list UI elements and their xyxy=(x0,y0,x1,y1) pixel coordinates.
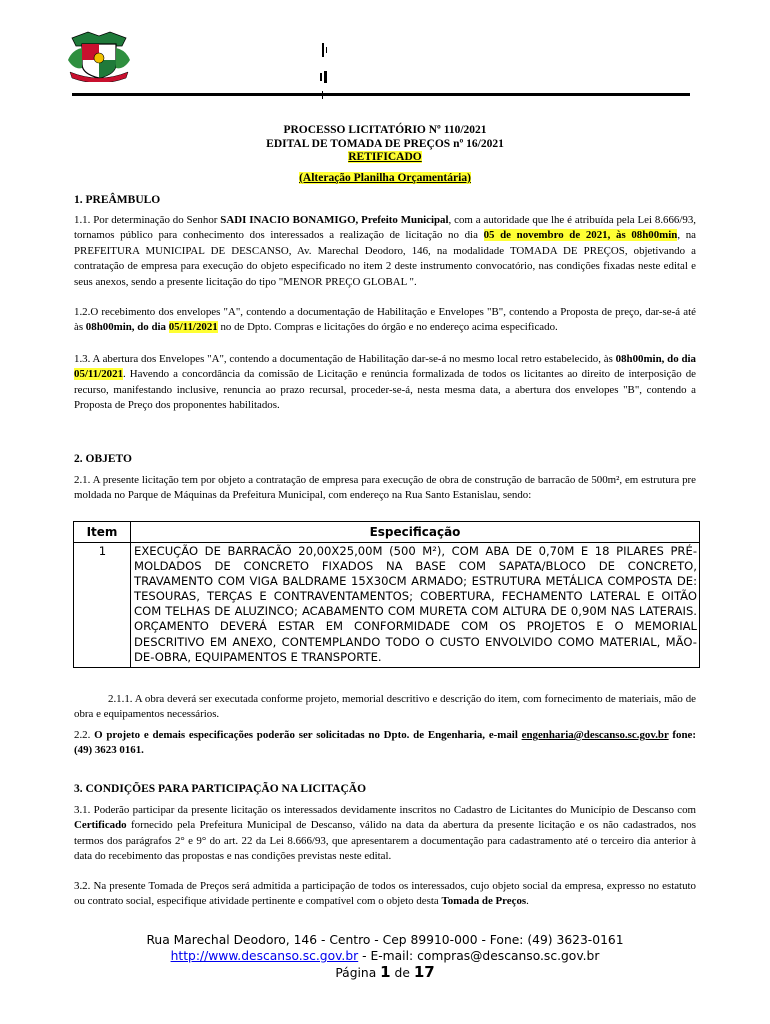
municipal-coat-of-arms-logo xyxy=(66,30,132,82)
footer-email: - E-mail: compras@descanso.sc.gov.br xyxy=(358,949,600,963)
section-heading-objeto: 2. OBJETO xyxy=(74,453,132,465)
paragraph-2-2: 2.2. O projeto e demais especificações poderão ser solicitadas no Dpto. de Engenharia, e-mail engenharia@descanso.sc.gov.br fone: (49) 3623 0161. xyxy=(74,729,696,757)
table-header-row xyxy=(74,522,700,543)
column-header-specification: Especificação xyxy=(131,522,700,543)
footer-address: Rua Marechal Deodoro, 146 - Centro - Cep 89910-000 - Fone: (49) 3623-0161 xyxy=(146,933,624,947)
document-subtitle: (Alteração Planilha Orçamentária) xyxy=(299,172,471,184)
paragraph-3-2: 3.2. Na presente Tomada de Preços será admitida a participação de todos os interessados, cujo objeto social da empresa, expresso no estatuto ou contrato social, especifique atividade pertinente e compatível com o objeto desta Tomada de Preços. xyxy=(74,880,696,908)
item-number-cell: 1 xyxy=(74,543,131,668)
specification-cell: EXECUÇÃO DE BARRACÃO 20,00X25,00M (500 M²), COM ABA DE 0,70M E 18 PILARES PRÉ-MOLDADOS DE CONCRETO FIXADOS NA BASE COM SAPATA/BLOCO DE CONCRETO, TRAVAMENTO COM VIGA BALDRAME 15X30CM ARMADO; ESTRUTURA METÁLICA COMPOSTA DE: TESOURAS, TERÇAS E CONTRAVENTAMENTOS; COBERTURA, FECHAMENTO LATERAL E OITÃO COM TELHAS DE ALUZINCO; ACABAMENTO COM MURETA COM ALTURA DE 0,90M NAS LATERAIS. ORÇAMENTO DEVERÁ ESTAR EM CONFORMIDADE COM OS PROJETOS E O MEMORIAL DESCRITIVO EM ANEXO, CONTEMPLANDO TODO O CUSTO ENVOLVIDO COMO MATERIAL, MÃO-DE-OBRA, EQUIPAMENTOS E TRANSPORTE. xyxy=(131,543,700,668)
table-row xyxy=(74,543,700,668)
title-line: PROCESSO LICITATÓRIO Nº 110/2021 xyxy=(283,124,487,136)
highlighted-date: 05/11/2021 xyxy=(74,368,124,381)
page-number: Página 1 de 17 xyxy=(335,963,435,981)
paragraph-1-1: 1.1. Por determinação do Senhor SADI INACIO BONAMIGO, Prefeito Municipal, com a autoridade que lhe é atribuída pela Lei 8.666/93, tornamos público para conhecimento dos interessados a realização de licitação no dia 05 de novembro de 2021, às 08h00min, na PREFEITURA MUNICIPAL DE DESCANSO, Av. Marechal Deodoro, 146, na modalidade TOMADA DE PREÇOS, objetivando a contratação de empresa para execução do objeto especificado no item 2 deste instrumento convocatório, nas condições fixadas neste edital e seus anexos, sendo a presente licitação do tipo "MENOR PREÇO GLOBAL ". xyxy=(74,214,697,288)
specification-table xyxy=(73,521,700,668)
paragraph-2-1: 2.1. A presente licitação tem por objeto a contratação de empresa para execução de obra de construção de barracão de 500m², em estrutura pre moldada no Parque de Máquinas da Prefeitura Municipal, com endereço na Rua Santo Estanislau, sendo: xyxy=(74,474,696,502)
header-divider-marks xyxy=(318,43,330,99)
title-line: EDITAL DE TOMADA DE PREÇOS nº 16/2021 xyxy=(266,137,504,150)
document-title xyxy=(0,124,770,165)
highlighted-date: 05 de novembro de 2021, às 08h00min xyxy=(483,229,678,242)
footer-website-link[interactable]: http://www.descanso.sc.gov.br xyxy=(170,949,359,963)
page-footer xyxy=(0,932,770,981)
highlighted-date: 05/11/2021 xyxy=(168,321,218,334)
header-rule xyxy=(72,93,690,96)
paragraph-3-1: 3.1. Poderão participar da presente licitação os interessados devidamente inscritos no Cadastro de Licitantes do Município de Descanso com Certificado fornecido pela Prefeitura Municipal de Descanso, válido na data da abertura da presente licitação e os não cadastrados, nos termos dos parágrafos 2° e 9° do art. 22 da Lei 8.666/93, que apresentarem a documentação para cadastramento até o terceiro dia anterior à data do recebimento das propostas e nas condições previstas neste edital. xyxy=(74,804,696,863)
paragraph-2-1-1: 2.1.1. A obra deverá ser executada conforme projeto, memorial descritivo e descrição do item, com fornecimento de materiais, mão de obra e equipamentos necessários. xyxy=(74,693,696,721)
paragraph-1-2: 1.2.O recebimento dos envelopes "A", contendo a documentação de Habilitação e Envelopes "B", contendo a Proposta de preço, dar-se-á até às 08h00min, do dia 05/11/2021 no de Dpto. Compras e licitações do órgão e no endereço acima especificado. xyxy=(74,306,696,334)
engineering-email-link[interactable]: engenharia@descanso.sc.gov.br xyxy=(521,729,669,741)
paragraph-1-3: 1.3. A abertura dos Envelopes "A", contendo a documentação de Habilitação dar-se-á no mesmo local retro estabelecido, às 08h00min, do dia 05/11/2021. Havendo a concordância da comissão de Licitação e renúncia formalizada de todos os licitantes ao direito de interposição de recurso, manifestando inclusive, renuncia ao prazo recursal, proceder-se-á, nesta mesma data, a abertura dos envelopes "B", contendo a Proposta de Preço dos proponentes habilitados. xyxy=(74,353,696,412)
column-header-item: Item xyxy=(74,522,131,543)
retificado-label: RETIFICADO xyxy=(348,151,422,163)
section-heading-condicoes: 3. CONDIÇÕES PARA PARTICIPAÇÃO NA LICITAÇÃO xyxy=(74,783,367,795)
section-heading-preambulo: 1. PREÂMBULO xyxy=(74,194,161,206)
